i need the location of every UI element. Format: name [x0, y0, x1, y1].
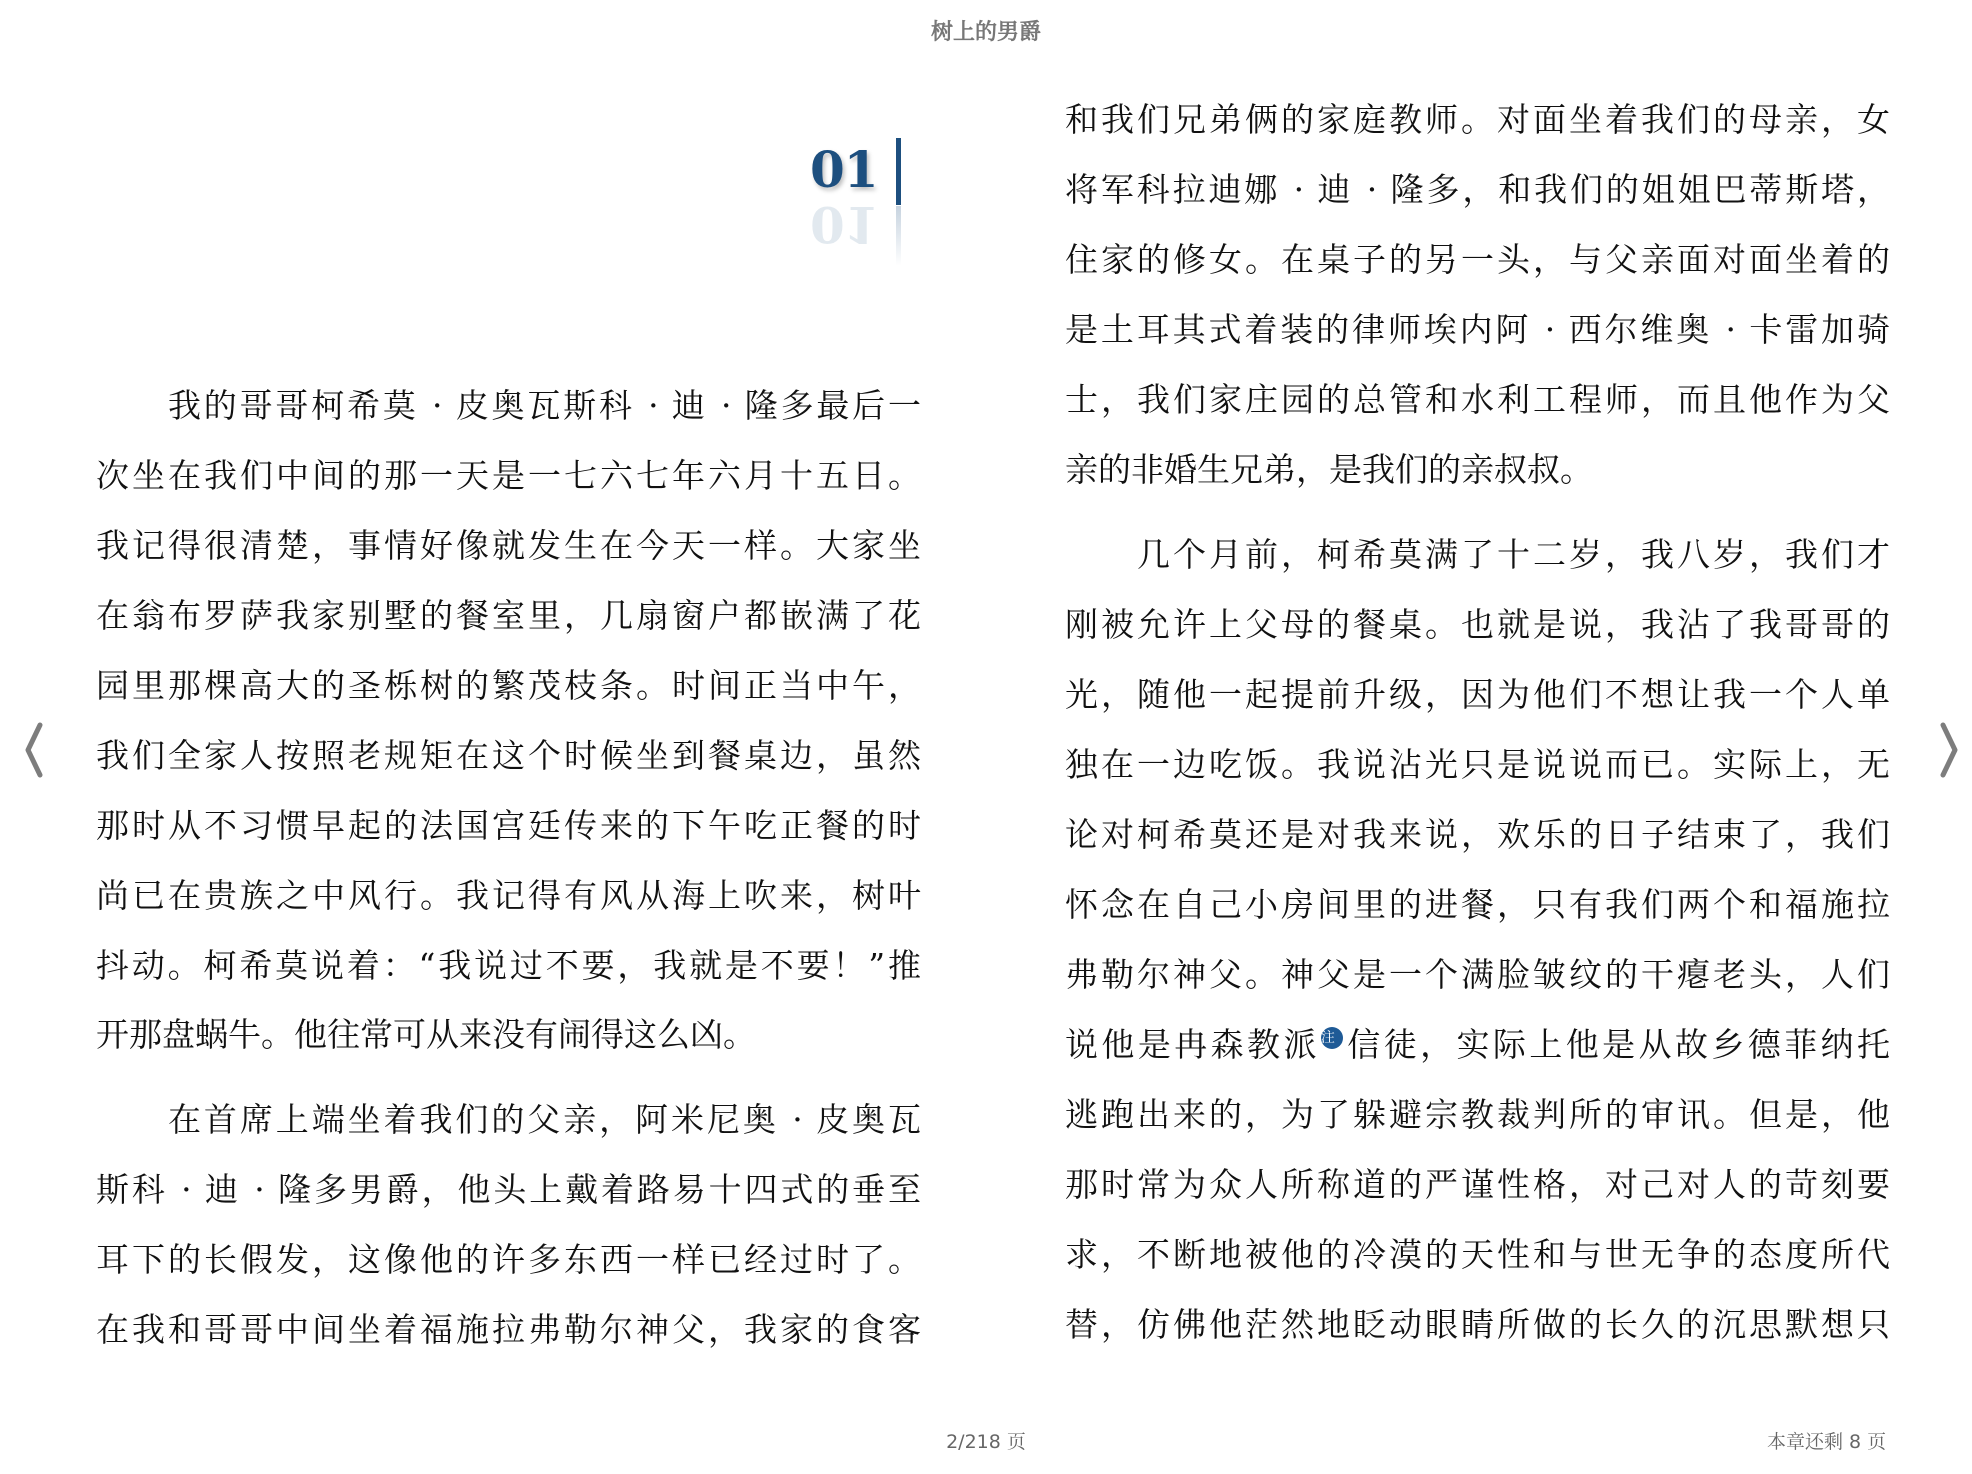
chapter-number-reflection: 01 [810, 195, 878, 254]
chapter-divider-bar [896, 138, 901, 205]
text-line: 和我们兄弟俩的家庭教师。对面坐着我们的母亲，女 [1065, 100, 1890, 139]
previous-page-button[interactable] [18, 715, 48, 785]
text-line: 住家的修女。在桌子的另一头，与父亲面对面坐着的 [1065, 240, 1890, 279]
text-line: 光，随他一起提前升级，因为他们不想让我一个人单 [1065, 675, 1890, 714]
next-page-button[interactable] [1935, 715, 1965, 785]
text-line: 那时从不习惯早起的法国宫廷传来的下午吃正餐的时 [96, 806, 921, 845]
text-line: 我的哥哥柯希莫 · 皮奥瓦斯科 · 迪 · 隆多最后一 [168, 386, 921, 425]
text-line: 那时常为众人所称道的严谨性格，对己对人的苛刻要 [1065, 1165, 1890, 1204]
text-line: 抖动。柯希莫说着：“我说过不要，我就是不要！”推 [96, 946, 921, 985]
text-line: 在首席上端坐着我们的父亲，阿米尼奥 · 皮奥瓦 [168, 1100, 921, 1139]
text-line: 斯科 · 迪 · 隆多男爵，他头上戴着路易十四式的垂至 [96, 1170, 921, 1209]
chevron-right-icon [1935, 715, 1965, 785]
text-line: 耳下的长假发，这像他的许多东西一样已经过时了。 [96, 1240, 921, 1279]
text-line: 我们全家人按照老规矩在这个时候坐到餐桌边，虽然 [96, 736, 921, 775]
footnote-marker[interactable]: 注 [1321, 1027, 1343, 1049]
text-line: 亲的非婚生兄弟，是我们的亲叔叔。 [1065, 450, 1593, 489]
text-line: 替，仿佛他茫然地眨动眼睛所做的长久的沉思默想只 [1065, 1305, 1890, 1344]
text-line: 在翁布罗萨我家别墅的餐室里，几扇窗户都嵌满了花 [96, 596, 921, 635]
text-line: 独在一边吃饭。我说沾光只是说说而已。实际上，无 [1065, 745, 1890, 784]
text-line: 尚已在贵族之中风行。我记得有风从海上吹来，树叶 [96, 876, 921, 915]
text-line: 开那盘蜗牛。他往常可从来没有闹得这么凶。 [96, 1015, 756, 1054]
text-segment: 说他是冉森教派 [1065, 1025, 1320, 1064]
text-line: 将军科拉迪娜 · 迪 · 隆多，和我们的姐姐巴蒂斯塔， [1065, 170, 1890, 209]
text-line: 怀念在自己小房间里的进餐，只有我们两个和福施拉 [1065, 885, 1890, 924]
text-line: 逃跑出来的，为了躲避宗教裁判所的审讯。但是，他 [1065, 1095, 1890, 1134]
text-line: 几个月前，柯希莫满了十二岁，我八岁，我们才 [1137, 535, 1890, 574]
text-line: 园里那棵高大的圣栎树的繁茂枝条。时间正当中午， [96, 666, 921, 705]
text-line: 弗勒尔神父。神父是一个满脸皱纹的干瘪老头，人们 [1065, 955, 1890, 994]
text-line: 次坐在我们中间的那一天是一七六七年六月十五日。 [96, 456, 921, 495]
chapter-pages-remaining: 本章还剩 8 页 [1767, 1431, 1887, 1453]
chapter-heading [800, 130, 920, 270]
text-line: 士，我们家庄园的总管和水利工程师，而且他作为父 [1065, 380, 1890, 419]
text-line: 刚被允许上父母的餐桌。也就是说，我沾了我哥哥的 [1065, 605, 1890, 644]
text-line-with-note [1065, 1023, 1890, 1067]
text-line: 我记得很清楚，事情好像就发生在今天一样。大家坐 [96, 526, 921, 565]
chapter-divider-reflection [896, 206, 901, 266]
book-title: 树上的男爵 [930, 20, 1041, 45]
page-indicator: 2/218 页 [946, 1431, 1026, 1453]
chapter-number: 01 [810, 140, 878, 199]
text-line: 论对柯希莫还是对我来说，欢乐的日子结束了，我们 [1065, 815, 1890, 854]
text-segment: 信徒，实际上他是从故乡德菲纳托 [1343, 1025, 1891, 1064]
text-line: 是土耳其式着装的律师埃内阿 · 西尔维奥 · 卡雷加骑 [1065, 310, 1890, 349]
text-line: 在我和哥哥中间坐着福施拉弗勒尔神父，我家的食客 [96, 1310, 921, 1349]
chevron-left-icon [18, 715, 48, 785]
text-line: 求，不断地被他的冷漠的天性和与世无争的态度所代 [1065, 1235, 1890, 1274]
